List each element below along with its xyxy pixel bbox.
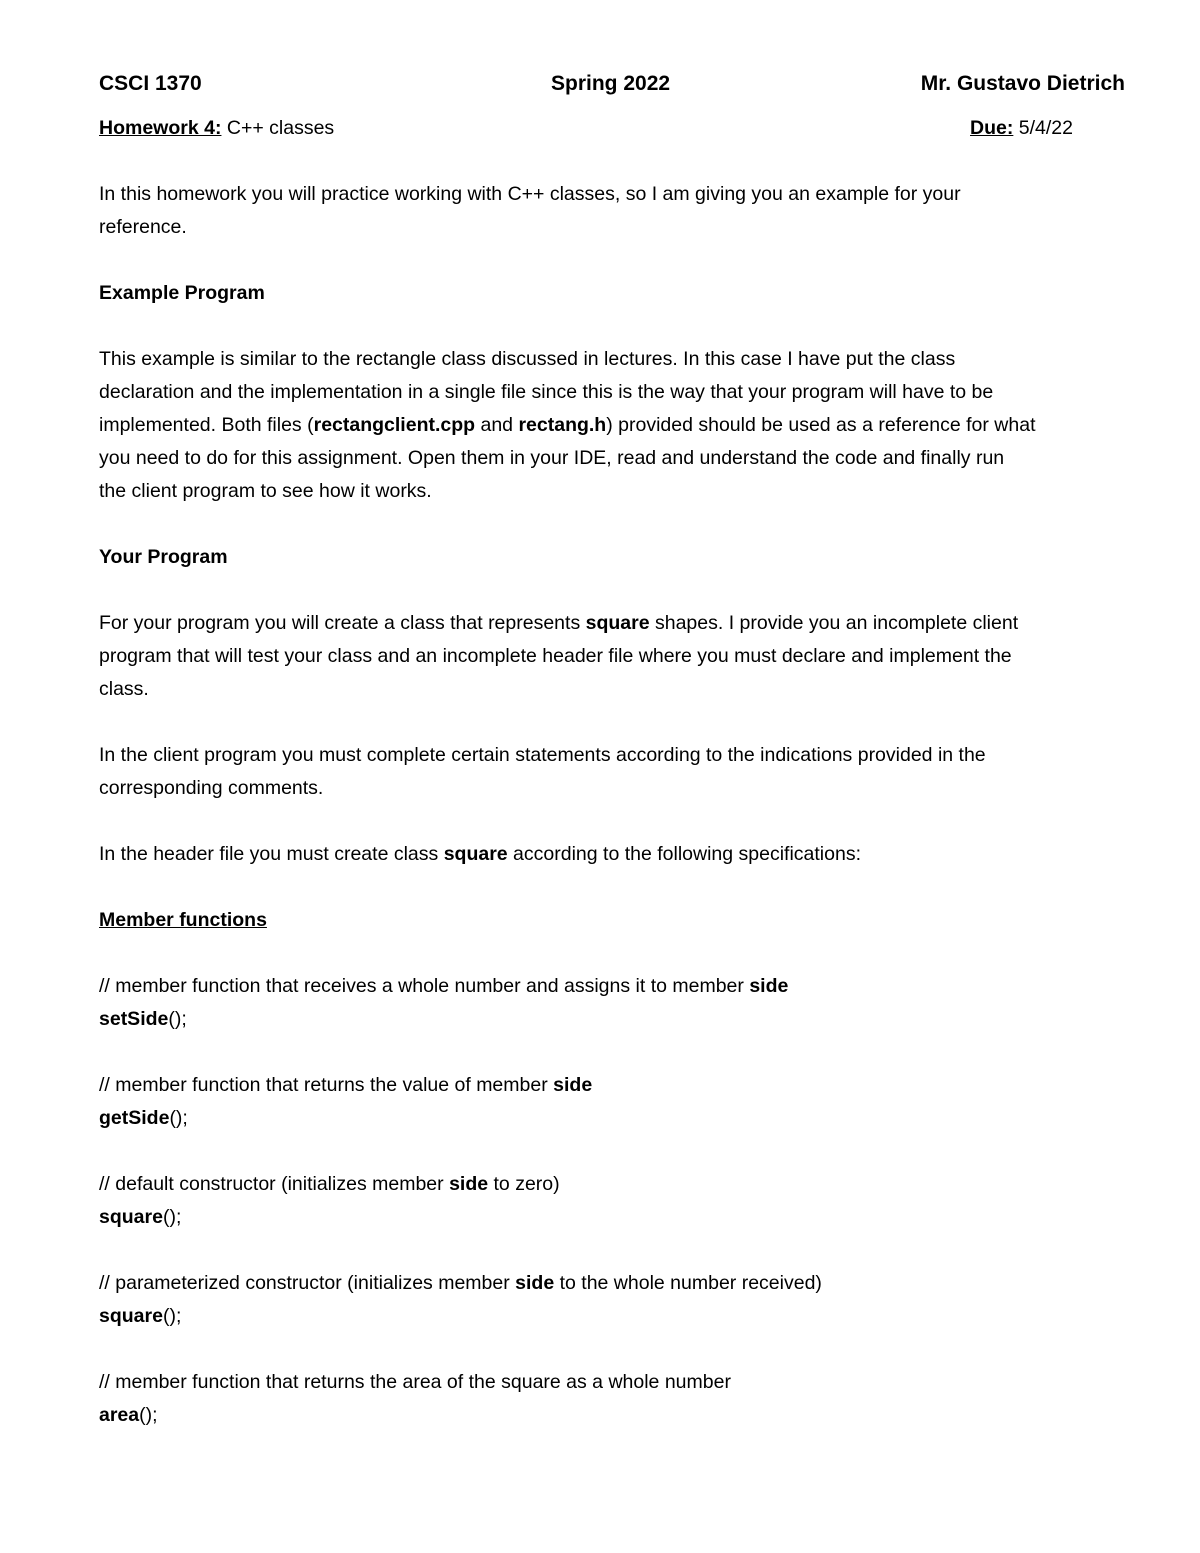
assignment-label: Homework 4: bbox=[99, 117, 222, 139]
comment-tail: to the whole number received) bbox=[554, 1272, 822, 1294]
program-para3 bbox=[99, 841, 861, 867]
member-side: side bbox=[449, 1173, 489, 1195]
example-line-3-c: ) provided should be used as a reference for what bbox=[606, 414, 1036, 436]
comment-text: // member function that returns the value of member bbox=[99, 1074, 554, 1096]
due-date: 5/4/22 bbox=[1018, 117, 1073, 139]
assignment-title bbox=[99, 115, 334, 141]
member-comment bbox=[99, 1072, 592, 1098]
function-sig: (); bbox=[162, 1206, 182, 1228]
class-name-square-2: square bbox=[443, 843, 508, 865]
program-para1-a: For your program you will create a class that represents bbox=[99, 612, 586, 634]
function-name: setSide bbox=[99, 1008, 169, 1030]
member-comment bbox=[99, 973, 788, 999]
member-signature bbox=[99, 1204, 181, 1230]
member-side: side bbox=[749, 975, 789, 997]
assignment-topic: C++ classes bbox=[226, 117, 335, 139]
example-heading: Example Program bbox=[99, 282, 265, 304]
file-name-client: rectangclient.cpp bbox=[313, 414, 476, 436]
member-side: side bbox=[515, 1272, 555, 1294]
example-line-1: This example is similar to the rectangle class discussed in lectures. In this case I have put the class bbox=[99, 348, 956, 370]
example-line-2: declaration and the implementation in a single file since this is the way that your program will have to be bbox=[99, 381, 994, 403]
member-signature bbox=[99, 1402, 158, 1428]
course-header bbox=[99, 72, 1125, 102]
member-signature bbox=[99, 1006, 187, 1032]
comment-text: // member function that receives a whole number and assigns it to member bbox=[99, 975, 750, 997]
instructor-name: Mr. Gustavo Dietrich bbox=[920, 72, 1125, 95]
program-para3-a: In the header file you must create class bbox=[99, 843, 444, 865]
member-side: side bbox=[553, 1074, 593, 1096]
member-functions-heading: Member functions bbox=[99, 909, 267, 931]
comment-text: // member function that returns the area of the square as a whole number bbox=[99, 1371, 731, 1393]
function-sig: (); bbox=[169, 1107, 188, 1129]
your-program-heading: Your Program bbox=[99, 546, 228, 568]
comment-text: // parameterized constructor (initializes member bbox=[99, 1272, 516, 1294]
due-label: Due: bbox=[970, 117, 1014, 139]
function-name: square bbox=[99, 1305, 163, 1327]
program-para2-line-2: corresponding comments. bbox=[99, 777, 324, 799]
program-para1-b: shapes. I provide you an incomplete client bbox=[649, 612, 1019, 634]
function-name: square bbox=[99, 1206, 163, 1228]
function-sig: (); bbox=[162, 1305, 182, 1327]
member-signature bbox=[99, 1105, 188, 1131]
due-date-block bbox=[970, 115, 1073, 141]
example-line-3-b: and bbox=[475, 414, 519, 436]
example-line-5: the client program to see how it works. bbox=[99, 480, 432, 502]
function-sig: (); bbox=[168, 1008, 187, 1030]
member-comment bbox=[99, 1369, 731, 1395]
member-signature bbox=[99, 1303, 181, 1329]
program-para1-line-2: program that will test your class and an incomplete header file where you must declare and implement the bbox=[99, 645, 1012, 667]
member-comment bbox=[99, 1270, 822, 1296]
program-para1-line-3: class. bbox=[99, 678, 149, 700]
term: Spring 2022 bbox=[551, 72, 671, 95]
intro-line-1: In this homework you will practice working with C++ classes, so I am giving you an example for your bbox=[99, 183, 961, 205]
course-code: CSCI 1370 bbox=[99, 72, 202, 95]
function-sig: (); bbox=[139, 1404, 158, 1426]
function-name: area bbox=[99, 1404, 140, 1426]
comment-text: // default constructor (initializes member bbox=[99, 1173, 450, 1195]
example-line-3-a: implemented. Both files ( bbox=[99, 414, 314, 436]
comment-tail: to zero) bbox=[488, 1173, 560, 1195]
program-para1-line-1 bbox=[99, 610, 1018, 636]
example-line-3 bbox=[99, 412, 1036, 438]
example-line-4: you need to do for this assignment. Open them in your IDE, read and understand the code and finally run bbox=[99, 447, 1005, 469]
function-name: getSide bbox=[99, 1107, 170, 1129]
file-name-header: rectang.h bbox=[518, 414, 607, 436]
intro-line-2: reference. bbox=[99, 216, 187, 238]
member-comment bbox=[99, 1171, 560, 1197]
program-para2-line-1: In the client program you must complete certain statements according to the indications provided in the bbox=[99, 744, 986, 766]
program-para3-b: according to the following specifications: bbox=[507, 843, 862, 865]
class-name-square: square bbox=[585, 612, 650, 634]
